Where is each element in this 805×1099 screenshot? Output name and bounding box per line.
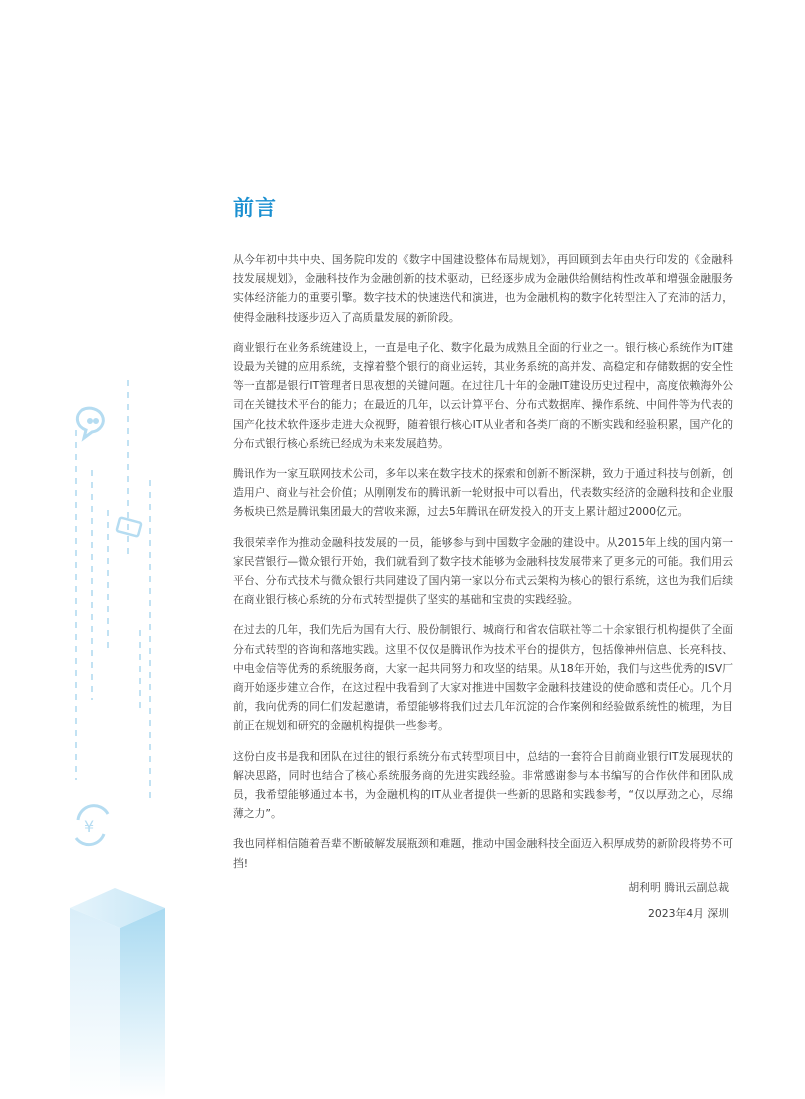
chat-bubble-icon (77, 408, 103, 438)
paragraph: 在过去的几年，我们先后为国有大行、股份制银行、城商行和省农信联社等二十余家银行机构提供了全面分布式转型的咨询和落地实践。这里不仅仅是腾讯作为技术平台的提供方，包括像神州信息、长亮科技、中电金信等优秀的系统服务商，大家一起共同努力和攻坚的结果。从18年开始，我们与这些优秀的ISV厂商开始逐步建立合作，在这过程中我看到了大家对推进中国数字金融科技建设的使命感和责任心。几个月前，我向优秀的同仁们发起邀请，希望能够将我们过去几年沉淀的合作案例和经验做系统性的梳理，为目前正在规划和研究的金融机构提供一些参考。 (233, 623, 733, 733)
author-line: 胡利明 腾讯云副总裁 (628, 881, 729, 894)
paragraph: 商业银行在业务系统建设上，一直是电子化、数字化最为成熟且全面的行业之一。银行核心系统作为IT建设最为关键的应用系统，支撑着整个银行的商业运转，其业务系统的高并发、高稳定和存储数据的安全性等一直都是银行IT管理者日思夜想的关键问题。在过往几十年的金融IT建设历史过程中，高度依赖海外公司在关键技术平台的能力；在最近的几年，以云计算平台、分布式数据库、操作系统、中间件等为代表的国产化技术软件逐步走进大众视野，随着银行核心IT从业者和各类厂商的不断实践和经验积累，国产化的分布式银行核心系统已经成为未来发展趋势。 (233, 340, 733, 450)
dashed-lines (76, 380, 150, 800)
date-place-line: 2023年4月 深圳 (648, 907, 729, 920)
signature-block (628, 880, 729, 932)
page-title: 前言 (233, 196, 277, 220)
paragraph: 这份白皮书是我和团队在过往的银行系统分布式转型项目中，总结的一套符合目前商业银行IT发展现状的解决思路，同时也结合了核心系统服务商的先进实践经验。非常感谢参与本书编写的合作伙伴和团队成员，我希望能够通过本书，为金融机构的IT从业者提供一些新的思路和实践参考，“仅以厚劲之心，尽绵薄之力”。 (233, 749, 733, 821)
paragraph: 腾讯作为一家互联网技术公司，多年以来在数字技术的探索和创新不断深耕，致力于通过科技与创新，创造用户、商业与社会价值；从刚刚发布的腾讯新一轮财报中可以看出，代表数实经济的金融科技和企业服务板块已然是腾讯集团最大的营收来源，过去5年腾讯在研发投入的开支上累计超过2000亿元。 (233, 467, 733, 519)
paragraph: 从今年初中共中央、国务院印发的《数字中国建设整体布局规划》，再回顾到去年由央行印发的《金融科技发展规划》，金融科技作为金融创新的技术驱动，已经逐步成为金融供给侧结构性改革和增强金融服务实体经济能力的重要引擎。数字技术的快速迭代和演进，也为金融机构的数字化转型注入了充沛的活力，使得金融科技逐步迈入了高质量发展的新阶段。 (233, 253, 733, 324)
paragraph: 我也同样相信随着吾辈不断破解发展瓶颈和难题，推动中国金融科技全面迈入积厚成势的新阶段将势不可挡! (233, 837, 733, 870)
body-text (233, 250, 733, 884)
yuan-exchange-icon (76, 806, 108, 845)
decorative-graphic (0, 380, 200, 1099)
paragraph: 我很荣幸作为推动金融科技发展的一员，能够参与到中国数字金融的建设中。从2015年上线的国内第一家民营银行—微众银行开始，我们就看到了数字技术能够为金融科技发展带来了更多元的可能。我们用云平台、分布式技术与微众银行共同建设了国内第一家以分布式云架构为核心的银行系统，这也为我们后续在商业银行核心系统的分布式转型提供了坚实的基础和宝贵的实践经验。 (233, 535, 733, 607)
svg-text:¥: ¥ (84, 817, 95, 836)
cube-graphic (70, 888, 165, 1099)
